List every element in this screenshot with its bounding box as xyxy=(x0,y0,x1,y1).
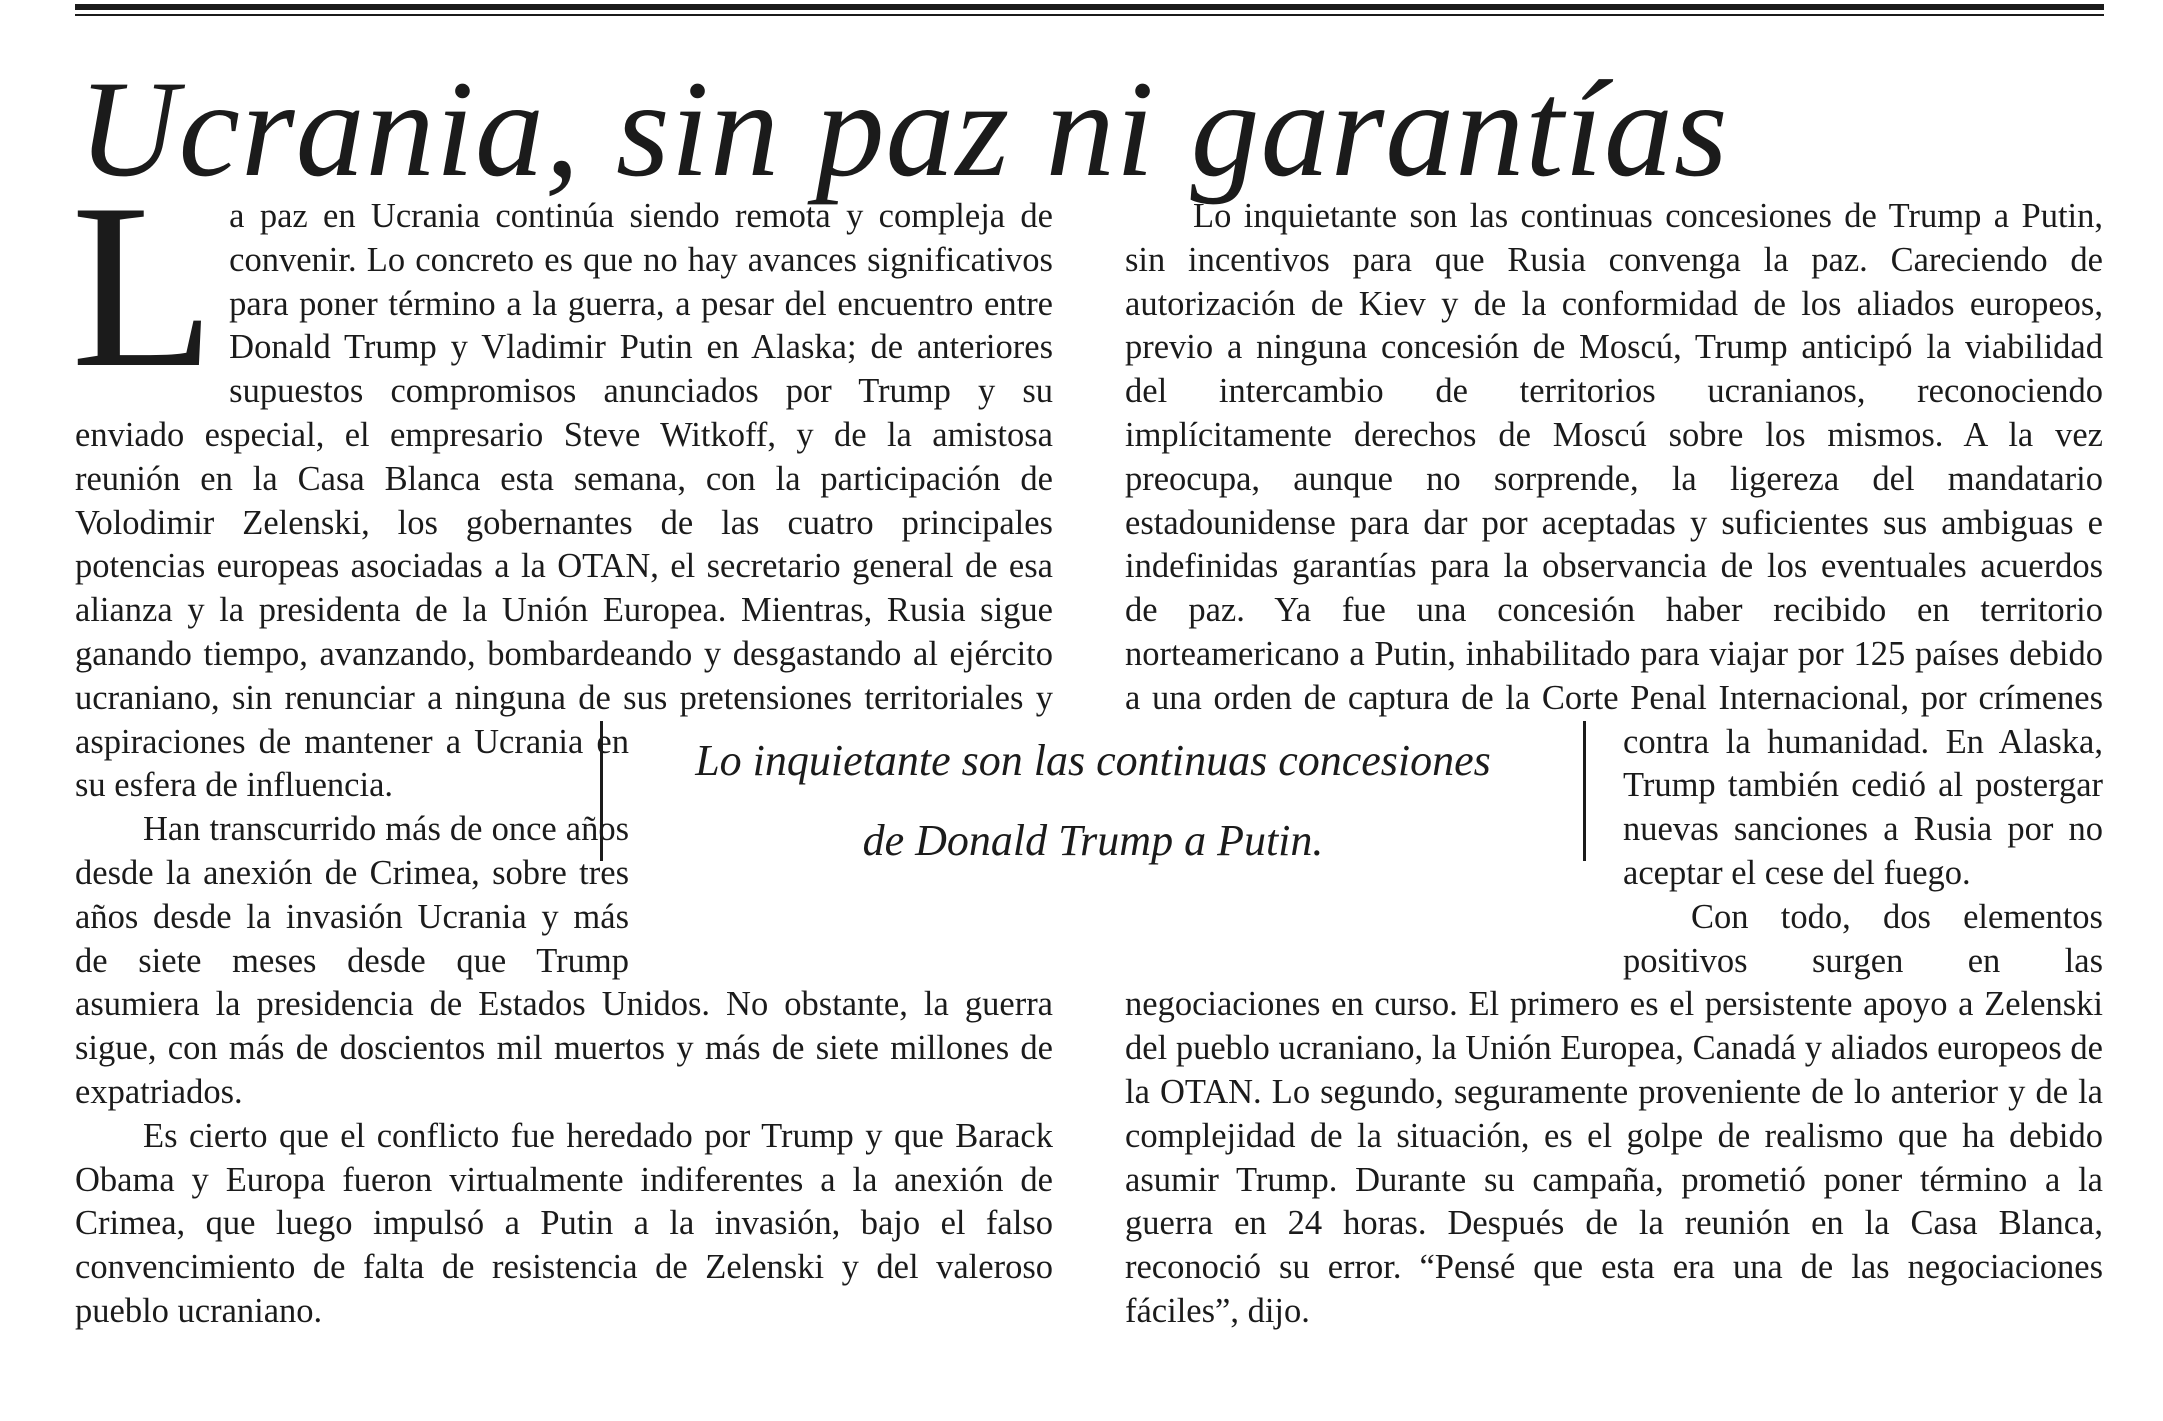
headline: Ucrania, sin paz ni garantías xyxy=(78,52,1729,205)
drop-cap: L xyxy=(71,156,216,417)
left-paragraph-2: Han transcurrido más de once años desde la anexión de Crimea, sobre tres años desde la invasión Ucrania y más de siete meses desde que Trump asumiera la presidencia de Estados Unidos. No obstante, la guerra sigue, con más de doscientos mil muertos y más de siete millones de expatriados. xyxy=(75,810,1053,1111)
left-paragraph-1-text: a paz en Ucrania continúa siendo remota y compleja de convenir. Lo concreto es que no hay avances significativos para poner término a la guerra, a pesar del encuentro entre Donald Trump y Vladimir Putin en Alaska; de anteriores supuestos compromisos anunciados por Trump y su enviado especial, el empresario Steve Witkoff, y de la amistosa reunión en la Casa Blanca esta semana, con la participación de Volodimir Zelenski, los gobernantes de las cuatro principales potencias europeas asociadas a la OTAN, el secretario general de esa alianza y la presidenta de la Unión Europea. Mientras, Rusia sigue ganando tiempo, avanzando, bombardeando y desgastando al ejército ucraniano, sin renunciar a ninguna de sus pretensiones territoriales y aspiraciones de mantener a Ucrania en su esfera de influencia. xyxy=(75,197,1053,804)
right-paragraph-1: Lo inquietante son las continuas concesiones de Trump a Putin, sin incentivos para que Rusia convenga la paz. Careciendo de autorización de Kiev y de la conformidad de los aliados europeos, previo a ninguna concesión de Moscú, Trump anticipó la viabilidad del intercambio de territorios ucranianos, reconociendo implícitamente derechos de Moscú sobre los mismos. A la vez preocupa, aunque no sorprende, la ligereza del mandatario estadounidense para dar por aceptadas y suficientes sus ambiguas e indefinidas garantías para la observancia de los eventuales acuerdos de paz. Ya fue una concesión haber recibido en territorio norteamericano a Putin, inhabilitado para viajar por 125 países debido a una orden de captura de la Corte Penal Internacional, por crímenes contra la humanidad. En Alaska, Trump también cedió al postergar nuevas sanciones a Rusia por no aceptar el cese del fuego. xyxy=(1125,195,2103,896)
pull-quote-line-1: Lo inquietante son las continuas concesiones xyxy=(695,736,1491,785)
left-paragraph-3: Es cierto que el conflicto fue heredado por Trump y que Barack Obama y Europa fueron virtualmente indiferentes a la anexión de Crimea, que luego impulsó a Putin a la invasión, bajo el falso convencimiento de falta de resistencia de Zelenski y del valeroso pueblo ucraniano. xyxy=(75,1116,1053,1330)
left-paragraph-1 xyxy=(71,156,1053,808)
pull-quote xyxy=(600,721,1586,865)
right-paragraph-2: Con todo, dos elementos positivos surgen en las negociaciones en curso. El primero es el persistente apoyo a Zelenski del pueblo ucraniano, la Unión Europea, Canadá y aliados europeos de la OTAN. Lo segundo, seguramente proveniente de lo anterior y de la complejidad de la situación, es el golpe de realismo que ha debido asumir Trump. Durante su campaña, prometió poner término a la guerra en 24 horas. Después de la reunión en la Casa Blanca, reconoció su error. “Pensé que esta era una de las negociaciones fáciles”, dijo. xyxy=(1125,897,2103,1330)
pull-quote-line-2: de Donald Trump a Putin. xyxy=(862,816,1324,865)
top-rule-thick xyxy=(75,4,2104,10)
top-rule-thin xyxy=(75,14,2104,16)
